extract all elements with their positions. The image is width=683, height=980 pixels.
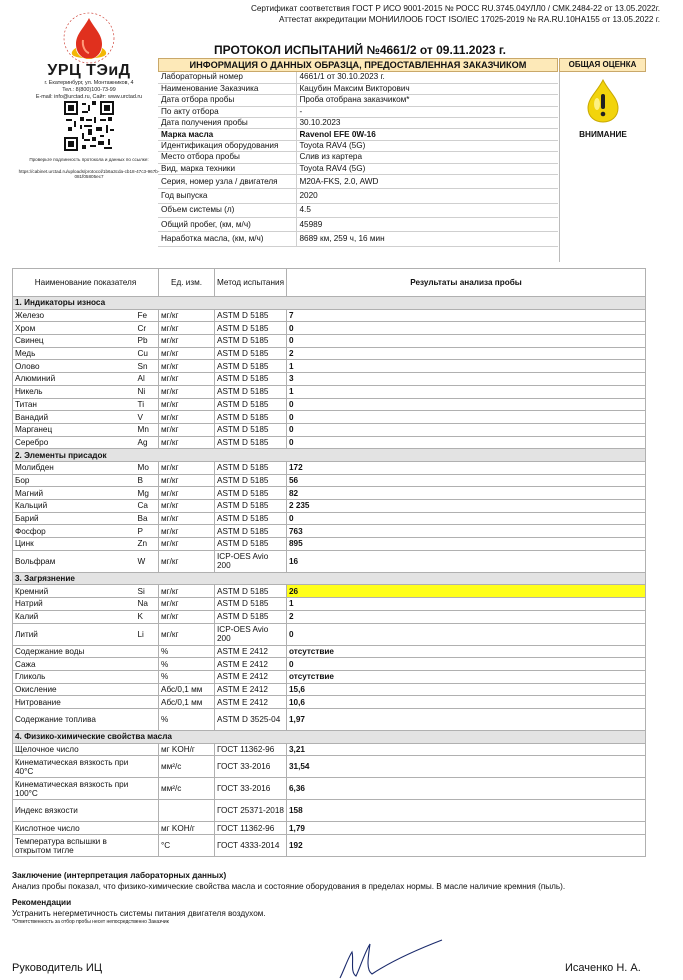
info-value: 45989 — [296, 217, 558, 231]
indicator-value: 0 — [287, 335, 646, 348]
indicator-unit: мг/кг — [159, 436, 215, 449]
col-name-header: Наименование показателя — [13, 269, 159, 297]
indicator-value: 31,54 — [287, 756, 646, 778]
info-row — [158, 129, 558, 140]
indicator-method: ASTM E 2412 — [215, 696, 287, 709]
result-row — [13, 373, 646, 386]
indicator-value: 1,97 — [287, 708, 646, 730]
indicator-value: 1 — [287, 385, 646, 398]
indicator-value: 0 — [287, 623, 646, 645]
overall-verdict: ВНИМАНИЕ — [579, 130, 627, 139]
indicator-method: ASTM D 5185 — [215, 360, 287, 373]
indicator-unit: мг/кг — [159, 309, 215, 322]
conclusion-title: Заключение (интерпретация лабораторных данных) — [12, 871, 227, 880]
indicator-value: 0 — [287, 411, 646, 424]
indicator-symbol — [136, 708, 159, 730]
lab-name: УРЦ ТЭиД — [47, 62, 131, 79]
indicator-method: ASTM D 5185 — [215, 538, 287, 551]
indicator-name: Содержание воды — [13, 645, 136, 658]
indicator-unit: мг/кг — [159, 525, 215, 538]
indicator-name: Барий — [13, 512, 136, 525]
indicator-value: 6,36 — [287, 778, 646, 800]
result-row — [13, 670, 646, 683]
overall-rating — [559, 72, 646, 262]
verify-text: Проверьте подлинность протокола и данных по ссылке: — [29, 157, 149, 162]
signoff-name: Исаченко Н. А. — [565, 962, 641, 974]
indicator-unit: мг/кг — [159, 385, 215, 398]
info-value: Слив из картера — [296, 152, 558, 163]
indicator-unit: мг/кг — [159, 360, 215, 373]
indicator-value: 2 235 — [287, 500, 646, 513]
indicator-value: 1 — [287, 598, 646, 611]
indicator-method: ASTM E 2412 — [215, 670, 287, 683]
sample-info-table — [158, 72, 558, 247]
info-label: Наработка масла, (км, м/ч) — [158, 232, 296, 246]
indicator-symbol: P — [136, 525, 159, 538]
info-row — [158, 95, 558, 106]
indicator-unit: мг/кг — [159, 512, 215, 525]
indicator-method: ASTM D 5185 — [215, 385, 287, 398]
indicator-unit: мг/кг — [159, 598, 215, 611]
indicator-unit: мг/кг — [159, 423, 215, 436]
indicator-symbol — [136, 778, 159, 800]
section-row — [13, 449, 646, 462]
lab-logo-block — [14, 10, 164, 180]
indicator-unit: мг/кг — [159, 474, 215, 487]
indicator-symbol — [136, 683, 159, 696]
indicator-symbol: Si — [136, 585, 159, 598]
indicator-symbol: K — [136, 610, 159, 623]
indicator-name: Нитрование — [13, 696, 136, 709]
indicator-value: 0 — [287, 423, 646, 436]
result-row — [13, 585, 646, 598]
indicator-value: 56 — [287, 474, 646, 487]
indicator-value: 0 — [287, 658, 646, 671]
result-row — [13, 598, 646, 611]
footnote: *Ответственность за отбор пробы несет непосредственно Заказчик — [12, 919, 169, 925]
accreditation-line: Аттестат аккредитации МОНИИЛООБ ГОСТ ISO/IEC 17025-2019 № RA.RU.10НА155 от 13.05.2022 г. — [278, 14, 660, 24]
certificates — [160, 4, 660, 25]
info-label: Лабораторный номер — [158, 72, 296, 83]
result-row — [13, 322, 646, 335]
indicator-name: Литий — [13, 623, 136, 645]
info-value: - — [296, 106, 558, 117]
indicator-value: 192 — [287, 835, 646, 857]
indicator-method: ASTM D 5185 — [215, 585, 287, 598]
indicator-name: Содержание топлива — [13, 708, 136, 730]
indicator-value: 26 — [287, 585, 646, 598]
indicator-method: ASTM D 5185 — [215, 461, 287, 474]
section-row — [13, 572, 646, 585]
result-row — [13, 436, 646, 449]
indicator-symbol: Al — [136, 373, 159, 386]
indicator-unit: % — [159, 708, 215, 730]
indicator-value: отсутствие — [287, 670, 646, 683]
info-row — [158, 217, 558, 231]
indicator-symbol: Ca — [136, 500, 159, 513]
indicator-symbol: V — [136, 411, 159, 424]
result-row — [13, 696, 646, 709]
info-label: Общий пробег, (км, м/ч) — [158, 217, 296, 231]
indicator-name: Никель — [13, 385, 136, 398]
indicator-name: Алюминий — [13, 373, 136, 386]
indicator-value: 0 — [287, 398, 646, 411]
indicator-symbol: B — [136, 474, 159, 487]
indicator-method: ASTM D 5185 — [215, 512, 287, 525]
info-value: Проба отобрана заказчиком* — [296, 95, 558, 106]
indicator-method: ГОСТ 11362-96 — [215, 743, 287, 756]
result-row — [13, 743, 646, 756]
indicator-unit: мг/кг — [159, 322, 215, 335]
info-value: 30.10.2023 — [296, 118, 558, 129]
indicator-unit: мг/кг — [159, 500, 215, 513]
indicator-value: 0 — [287, 322, 646, 335]
indicator-name: Титан — [13, 398, 136, 411]
result-row — [13, 423, 646, 436]
recommendations-title: Рекомендации — [12, 898, 72, 907]
indicator-unit: Абс/0,1 мм — [159, 696, 215, 709]
indicator-name: Железо — [13, 309, 136, 322]
indicator-method: ASTM D 5185 — [215, 347, 287, 360]
indicator-method: ASTM D 5185 — [215, 423, 287, 436]
verify-link[interactable]: https://cabinet.urctad.ru/uploads/protocol/1b6a3cda-cb18-47c3-967b-081f05805ec7 — [18, 168, 160, 180]
indicator-name: Кислотное число — [13, 822, 136, 835]
info-label: Идентификация оборудования — [158, 140, 296, 151]
indicator-value: отсутствие — [287, 645, 646, 658]
info-value: Toyota RAV4 (5G) — [296, 163, 558, 174]
indicator-unit: мг/кг — [159, 347, 215, 360]
indicator-symbol: Mn — [136, 423, 159, 436]
indicator-value: 1 — [287, 360, 646, 373]
result-row — [13, 538, 646, 551]
indicator-name: Молибден — [13, 461, 136, 474]
warning-drop-icon — [583, 78, 623, 124]
indicator-method: ASTM D 5185 — [215, 610, 287, 623]
indicator-symbol: Ni — [136, 385, 159, 398]
indicator-symbol — [136, 835, 159, 857]
indicator-symbol: Sn — [136, 360, 159, 373]
section-title: 1. Индикаторы износа — [13, 297, 646, 310]
indicator-unit: мг/кг — [159, 610, 215, 623]
indicator-method: ГОСТ 33-2016 — [215, 778, 287, 800]
indicator-name: Индекс вязкости — [13, 800, 136, 822]
result-row — [13, 335, 646, 348]
indicator-unit: % — [159, 658, 215, 671]
indicator-method: ASTM E 2412 — [215, 658, 287, 671]
lab-contacts[interactable]: E-mail: info@urctad.ru, Сайт: www.urctad.ru — [35, 94, 143, 100]
indicator-name: Марганец — [13, 423, 136, 436]
signoff-title: Руководитель ИЦ — [12, 962, 102, 974]
indicator-unit: мг/кг — [159, 411, 215, 424]
result-row — [13, 683, 646, 696]
indicator-value: 2 — [287, 610, 646, 623]
indicator-name: Цинк — [13, 538, 136, 551]
indicator-symbol — [136, 800, 159, 822]
indicator-name: Свинец — [13, 335, 136, 348]
result-row — [13, 550, 646, 572]
section-row — [13, 730, 646, 743]
info-value: Кацубин Максим Викторович — [296, 83, 558, 94]
col-unit-header: Ед. изм. — [159, 269, 215, 297]
indicator-name: Ванадий — [13, 411, 136, 424]
info-label: По акту отбора — [158, 106, 296, 117]
indicator-method: ASTM E 2412 — [215, 683, 287, 696]
info-row — [158, 140, 558, 151]
indicator-unit: мг/кг — [159, 550, 215, 572]
result-row — [13, 658, 646, 671]
indicator-method: ASTM D 5185 — [215, 598, 287, 611]
indicator-name: Калий — [13, 610, 136, 623]
result-row — [13, 461, 646, 474]
indicator-value: 895 — [287, 538, 646, 551]
indicator-name: Температура вспышки в открытом тигле — [13, 835, 136, 857]
info-value: 4661/1 от 30.10.2023 г. — [296, 72, 558, 83]
indicator-unit: Абс/0,1 мм — [159, 683, 215, 696]
result-row — [13, 756, 646, 778]
protocol-title: ПРОТОКОЛ ИСПЫТАНИЙ №4661/2 от 09.11.2023 г. — [214, 43, 506, 57]
qr-code-icon[interactable] — [64, 101, 114, 151]
indicator-value: 158 — [287, 800, 646, 822]
result-row — [13, 800, 646, 822]
info-label: Объем системы (л) — [158, 203, 296, 217]
result-row — [13, 500, 646, 513]
lab-address: г. Екатеринбург, ул. Монтажников, 4 — [44, 80, 134, 86]
result-row — [13, 411, 646, 424]
info-row — [158, 203, 558, 217]
indicator-unit: мг/кг — [159, 373, 215, 386]
indicator-symbol: Na — [136, 598, 159, 611]
indicator-value: 7 — [287, 309, 646, 322]
info-row — [158, 106, 558, 117]
indicator-value: 3,21 — [287, 743, 646, 756]
col-result-header: Результаты анализа пробы — [287, 269, 646, 297]
indicator-value: 1,79 — [287, 822, 646, 835]
info-label: Дата получения пробы — [158, 118, 296, 129]
indicator-unit: мг KOH/г — [159, 743, 215, 756]
indicator-unit: мг/кг — [159, 461, 215, 474]
conclusion-text: Анализ пробы показал, что физико-химические свойства масла и состояние оборудования в пределах нормы. В масле наличие кремния (пыль). — [12, 882, 566, 891]
indicator-method: ASTM D 5185 — [215, 309, 287, 322]
result-row — [13, 778, 646, 800]
indicator-symbol: Ti — [136, 398, 159, 411]
indicator-method: ASTM D 5185 — [215, 487, 287, 500]
section-row — [13, 297, 646, 310]
indicator-value: 763 — [287, 525, 646, 538]
indicator-unit: мг/кг — [159, 335, 215, 348]
info-row — [158, 83, 558, 94]
indicator-method: ICP-OES Avio 200 — [215, 550, 287, 572]
indicator-method: ASTM D 5185 — [215, 525, 287, 538]
indicator-symbol: Zn — [136, 538, 159, 551]
indicator-symbol: Ag — [136, 436, 159, 449]
info-row — [158, 152, 558, 163]
indicator-name: Гликоль — [13, 670, 136, 683]
result-row — [13, 474, 646, 487]
indicator-method: ASTM D 5185 — [215, 500, 287, 513]
indicator-method: ГОСТ 33-2016 — [215, 756, 287, 778]
info-label: Год выпуска — [158, 189, 296, 203]
indicator-method: ASTM D 5185 — [215, 322, 287, 335]
indicator-value: 0 — [287, 436, 646, 449]
indicator-method: ГОСТ 25371-2018 — [215, 800, 287, 822]
info-value: 2020 — [296, 189, 558, 203]
result-row — [13, 610, 646, 623]
indicator-unit: мг/кг — [159, 585, 215, 598]
result-row — [13, 525, 646, 538]
indicator-symbol: Pb — [136, 335, 159, 348]
indicator-unit: мг/кг — [159, 398, 215, 411]
indicator-symbol — [136, 743, 159, 756]
indicator-unit: % — [159, 670, 215, 683]
lab-emblem-icon — [58, 10, 120, 64]
info-label: Вид, марка техники — [158, 163, 296, 174]
indicator-symbol: Mo — [136, 461, 159, 474]
result-row — [13, 835, 646, 857]
indicator-symbol: Mg — [136, 487, 159, 500]
indicator-unit: °С — [159, 835, 215, 857]
indicator-value: 15,6 — [287, 683, 646, 696]
result-row — [13, 822, 646, 835]
info-value: Toyota RAV4 (5G) — [296, 140, 558, 151]
indicator-symbol: Li — [136, 623, 159, 645]
indicator-method: ASTM D 5185 — [215, 411, 287, 424]
indicator-name: Медь — [13, 347, 136, 360]
indicator-symbol — [136, 822, 159, 835]
info-row — [158, 232, 558, 246]
indicator-symbol — [136, 696, 159, 709]
result-row — [13, 398, 646, 411]
indicator-unit: мг/кг — [159, 538, 215, 551]
result-row — [13, 645, 646, 658]
info-row — [158, 163, 558, 174]
section-title: 4. Физико-химические свойства масла — [13, 730, 646, 743]
result-row — [13, 360, 646, 373]
indicator-unit: % — [159, 645, 215, 658]
indicator-method: ASTM E 2412 — [215, 645, 287, 658]
signature-icon — [330, 938, 450, 980]
results-header-row — [13, 269, 646, 297]
result-row — [13, 708, 646, 730]
indicator-symbol — [136, 658, 159, 671]
lab-phone: Тел.: 8(800)100-73-99 — [62, 87, 116, 93]
indicator-name: Окисление — [13, 683, 136, 696]
indicator-name: Кальций — [13, 500, 136, 513]
indicator-unit — [159, 800, 215, 822]
result-row — [13, 347, 646, 360]
info-row — [158, 175, 558, 189]
info-label: Серия, номер узла / двигателя — [158, 175, 296, 189]
info-value: 8689 км, 259 ч, 16 мин — [296, 232, 558, 246]
indicator-unit: мг KOH/г — [159, 822, 215, 835]
conclusion-block — [12, 870, 662, 926]
indicator-method: ICP-OES Avio 200 — [215, 623, 287, 645]
indicator-unit: мг/кг — [159, 487, 215, 500]
indicator-method: ASTM D 5185 — [215, 474, 287, 487]
indicator-name: Натрий — [13, 598, 136, 611]
indicator-method: ASTM D 5185 — [215, 373, 287, 386]
indicator-name: Кремний — [13, 585, 136, 598]
indicator-value: 16 — [287, 550, 646, 572]
indicator-name: Вольфрам — [13, 550, 136, 572]
indicator-symbol — [136, 756, 159, 778]
info-label: Наименование Заказчика — [158, 83, 296, 94]
indicator-name: Сажа — [13, 658, 136, 671]
info-row — [158, 118, 558, 129]
indicator-method: ASTM D 5185 — [215, 335, 287, 348]
indicator-unit: мм²/с — [159, 756, 215, 778]
indicator-value: 3 — [287, 373, 646, 386]
info-label: Дата отбора пробы — [158, 95, 296, 106]
info-value: M20A-FKS, 2.0, AWD — [296, 175, 558, 189]
indicator-method: ASTM D 5185 — [215, 398, 287, 411]
indicator-unit: мм²/с — [159, 778, 215, 800]
indicator-name: Олово — [13, 360, 136, 373]
section-title: 3. Загрязнение — [13, 572, 646, 585]
result-row — [13, 309, 646, 322]
indicator-value: 2 — [287, 347, 646, 360]
result-row — [13, 487, 646, 500]
info-value: 4.5 — [296, 203, 558, 217]
info-header: ИНФОРМАЦИЯ О ДАННЫХ ОБРАЗЦА, ПРЕДОСТАВЛЕННАЯ ЗАКАЗЧИКОМ — [158, 58, 558, 72]
indicator-name: Хром — [13, 322, 136, 335]
indicator-symbol: Fe — [136, 309, 159, 322]
indicator-value: 10,6 — [287, 696, 646, 709]
indicator-name: Кинематическая вязкость при 100°С — [13, 778, 136, 800]
indicator-symbol: Cu — [136, 347, 159, 360]
recommendations-text: Устранить негерметичность системы питания двигателя воздухом. — [12, 909, 266, 918]
section-title: 2. Элементы присадок — [13, 449, 646, 462]
info-label: Марка масла — [158, 129, 296, 140]
indicator-value: 172 — [287, 461, 646, 474]
indicator-name: Кинематическая вязкость при 40°С — [13, 756, 136, 778]
results-table — [12, 268, 646, 857]
indicator-symbol: W — [136, 550, 159, 572]
result-row — [13, 623, 646, 645]
overall-header: ОБЩАЯ ОЦЕНКА — [559, 58, 646, 72]
indicator-name: Фосфор — [13, 525, 136, 538]
indicator-name: Бор — [13, 474, 136, 487]
indicator-symbol: Cr — [136, 322, 159, 335]
indicator-name: Щелочное число — [13, 743, 136, 756]
indicator-method: ГОСТ 4333-2014 — [215, 835, 287, 857]
indicator-symbol — [136, 670, 159, 683]
indicator-unit: мг/кг — [159, 623, 215, 645]
col-method-header: Метод испытания — [215, 269, 287, 297]
indicator-value: 0 — [287, 512, 646, 525]
info-label: Место отбора пробы — [158, 152, 296, 163]
indicator-symbol — [136, 645, 159, 658]
info-value: Ravenol EFE 0W-16 — [296, 129, 558, 140]
indicator-method: ASTM D 3525-04 — [215, 708, 287, 730]
indicator-name: Серебро — [13, 436, 136, 449]
result-row — [13, 385, 646, 398]
result-row — [13, 512, 646, 525]
indicator-value: 82 — [287, 487, 646, 500]
indicator-symbol: Ba — [136, 512, 159, 525]
indicator-method: ГОСТ 11362-96 — [215, 822, 287, 835]
indicator-name: Магний — [13, 487, 136, 500]
indicator-method: ASTM D 5185 — [215, 436, 287, 449]
certificate-line: Сертификат соответствия ГОСТ Р ИСО 9001-2015 № РОСС RU.3745.04УЛЛ0 / СМК.2484-22 от 13.05.2022г. — [250, 4, 660, 13]
info-row — [158, 72, 558, 83]
info-row — [158, 189, 558, 203]
